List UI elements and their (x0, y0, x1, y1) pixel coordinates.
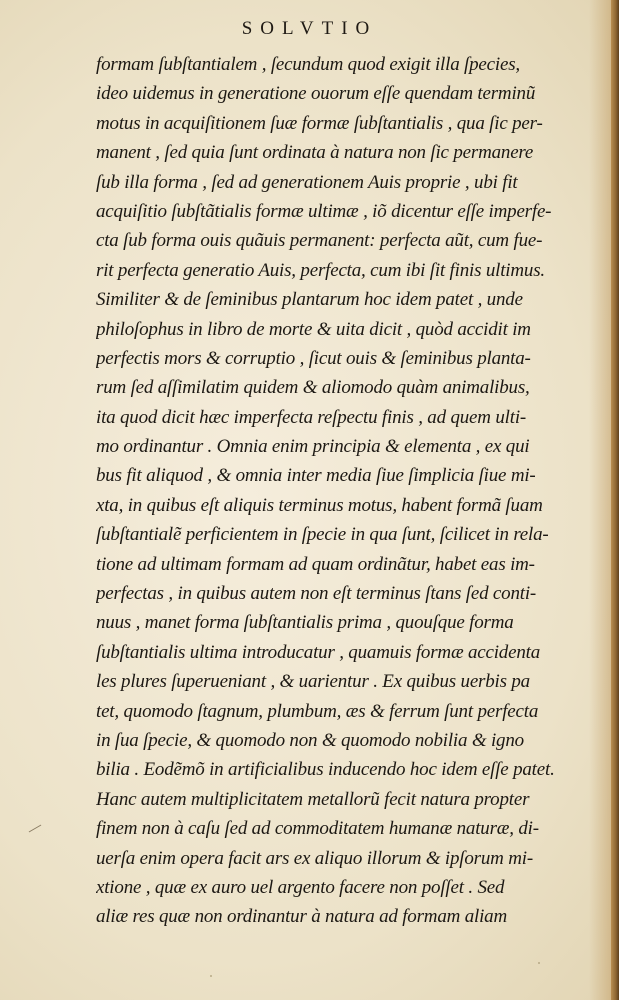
text-line: ſubſtantialẽ perficientem in ſpecie in qua ſunt, ſcilicet in rela- (96, 524, 549, 546)
text-line: aliæ res quæ non ordinantur à natura ad formam aliam (96, 906, 507, 928)
text-line: ideo uidemus in generatione ouorum eſſe quendam terminũ (96, 83, 536, 105)
text-line: Similiter & de ſeminibus plantarum hoc idem patet , unde (96, 289, 523, 311)
paper-speck (210, 975, 212, 977)
text-line: ita quod dicit hæc imperfecta reſpectu finis , ad quem ulti- (96, 406, 527, 428)
text-line: perfectis mors & corruptio , ſicut ouis & ſeminibus planta- (96, 347, 531, 369)
text-line: bus fit aliquod , & omnia inter media ſiue ſimplicia ſiue mi- (96, 465, 536, 487)
text-line: uerſa enim opera facit ars ex aliquo illorum & ipſorum mi- (96, 847, 533, 869)
body-text (96, 50, 596, 932)
text-line: bilia . Eodẽmõ in artificialibus inducendo hoc idem eſſe patet. (96, 759, 555, 781)
text-line: Hanc autem multiplicitatem metallorũ fecit natura propter (96, 788, 530, 810)
text-line: manent , ſed quia ſunt ordinata à natura non ſic permanere (96, 142, 534, 164)
page-edge (611, 0, 619, 1000)
text-line: finem non à caſu ſed ad commoditatem humanæ naturæ, di- (96, 818, 539, 840)
text-line: motus in acquiſitionem ſuæ formæ ſubſtantialis , qua ſic per- (96, 112, 543, 134)
text-line: tet, quomodo ſtagnum, plumbum, æs & ferrum ſunt perfecta (96, 700, 539, 722)
text-line: nuus , manet forma ſubſtantialis prima , quouſque forma (96, 612, 514, 634)
paper-speck (538, 962, 540, 964)
text-line: mo ordinantur . Omnia enim principia & elementa , ex qui (96, 436, 530, 458)
text-line: ſubſtantialis ultima introducatur , quamuis formæ accidenta (96, 641, 541, 663)
text-line: ſub illa forma , ſed ad generationem Auis proprie , ubi fit (96, 171, 518, 193)
text-line: formam ſubſtantialem , ſecundum quod exigit illa ſpecies, (96, 54, 520, 75)
text-line: rit perfecta generatio Auis, perfecta, cum ibi ſit finis ultimus. (96, 259, 545, 281)
text-line: xtione , quæ ex auro uel argento facere non poſſet . Sed (96, 876, 505, 898)
margin-pen-mark (29, 825, 42, 833)
text-line: les plures ſuperueniant , & uarientur . Ex quibus uerbis pa (96, 671, 530, 693)
running-head: SOLVTIO (241, 18, 378, 39)
text-line: xta, in quibus eſt aliquis terminus motus, habent formã ſuam (96, 494, 543, 516)
text-line: cta ſub forma ouis quãuis permanent: perfecta aũt, cum fue- (96, 230, 543, 252)
text-line: in ſua ſpecie, & quomodo non & quomodo nobilia & igno (96, 729, 524, 751)
text-line: philoſophus in libro de morte & uita dicit , quòd accidit im (96, 318, 531, 340)
text-line: perfectas , in quibus autem non eſt terminus ſtans ſed conti- (96, 583, 537, 605)
text-line: acquiſitio ſubſtãtialis formæ ultimæ , iõ dicentur eſſe imperfe- (96, 200, 552, 222)
text-line: rum ſed aſſimilatim quidem & aliomodo quàm animalibus, (96, 377, 530, 399)
text-line: tione ad ultimam formam ad quam ordinãtur, habet eas im- (96, 553, 535, 575)
